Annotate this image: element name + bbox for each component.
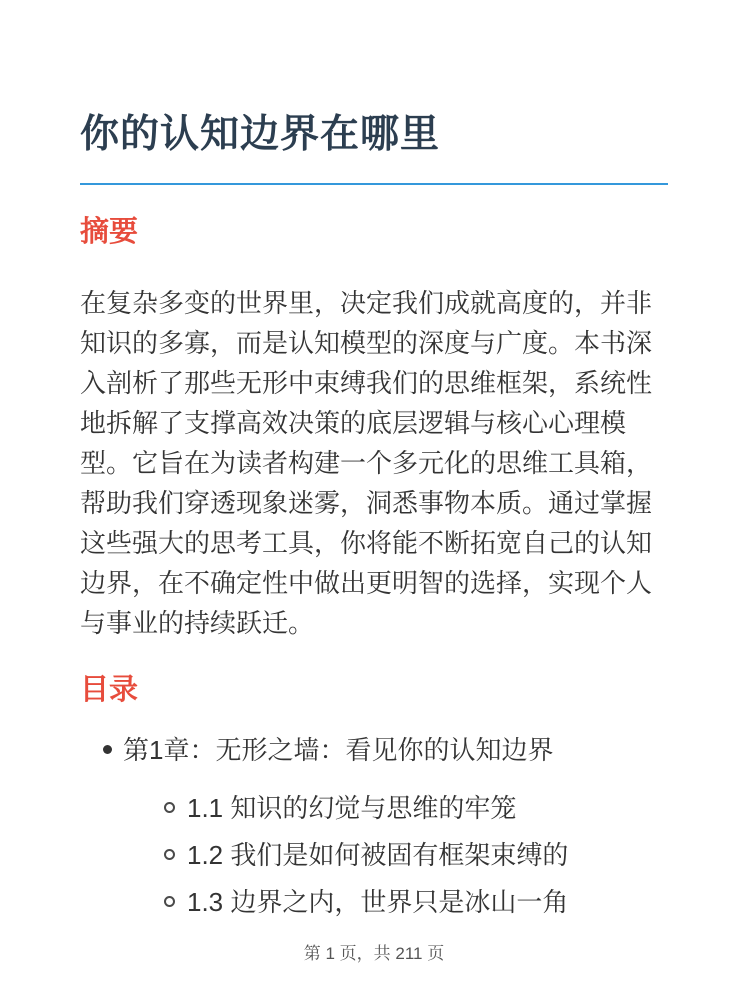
title-rule-divider bbox=[80, 183, 668, 185]
toc-section-list bbox=[123, 788, 668, 922]
toc-list bbox=[80, 730, 668, 922]
toc-section-item: 1.2 我们是如何被固有框架束缚的 bbox=[187, 835, 668, 875]
toc-section-item: 1.3 边界之内，世界只是冰山一角 bbox=[187, 882, 668, 922]
abstract-paragraph: 在复杂多变的世界里，决定我们成就高度的，并非知识的多寡，而是认知模型的深度与广度。本书深入剖析了那些无形中束缚我们的思维框架，系统性地拆解了支撑高效决策的底层逻辑与核心心理模型。它旨在为读者构建一个多元化的思维工具箱，帮助我们穿透现象迷雾，洞悉事物本质。通过掌握这些强大的思考工具，你将能不断拓宽自己的认知边界，在不确定性中做出更明智的选择，实现个人与事业的持续跃迁。 bbox=[80, 287, 653, 638]
page-title: 你的认知边界在哪里 bbox=[80, 113, 441, 156]
abstract-heading: 摘要 bbox=[80, 215, 139, 248]
toc-chapter-label: 第1章：无形之墙：看见你的认知边界 bbox=[123, 735, 554, 766]
toc-chapter-item bbox=[123, 730, 668, 922]
page-number-indicator: 第 1 页，共 211 页 bbox=[303, 944, 445, 964]
toc-section-item: 1.1 知识的幻觉与思维的牢笼 bbox=[187, 788, 668, 828]
toc-heading: 目录 bbox=[80, 673, 139, 706]
